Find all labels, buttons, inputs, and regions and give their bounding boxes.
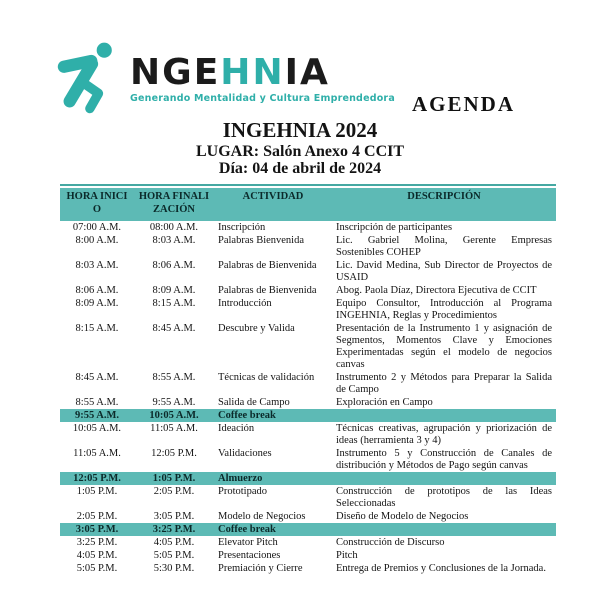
logo <box>56 40 395 118</box>
end-time-cell: 3:25 P.M. <box>134 523 214 536</box>
activity-cell: Coffee break <box>214 523 332 536</box>
table-row <box>60 549 556 562</box>
activity-cell: Premiación y Cierre <box>218 562 303 574</box>
description-cell: Instrumento 5 y Construcción de Canales de distribución y Métodos de Pago según canvas <box>336 447 552 471</box>
logo-letter: E <box>193 52 221 93</box>
column-header-descripcion: DESCRIPCIÓN <box>332 186 556 221</box>
description-cell <box>332 523 556 536</box>
event-title: INGEHNIA 2024 <box>222 118 378 142</box>
table-row <box>60 371 556 396</box>
table-row <box>60 485 556 510</box>
table-row <box>60 284 556 297</box>
end-time-cell: 5:05 P.M. <box>153 549 195 561</box>
table-row <box>60 562 556 575</box>
start-time-cell: 9:55 A.M. <box>60 409 134 422</box>
start-time-cell: 8:15 A.M. <box>75 322 119 334</box>
description-cell: Técnicas creativas, agrupación y priorización de ideas (herramienta 3 y 4) <box>336 422 552 446</box>
end-time-cell: 1:05 P.M. <box>134 472 214 485</box>
agenda-table <box>60 184 556 575</box>
description-cell <box>332 472 556 485</box>
description-cell: Presentación de la Instrumento 1 y asignación de Segmentos, Momentos Clave y Emociones Experimentadas según el modelo de negocios canvas <box>336 322 552 370</box>
table-row <box>60 536 556 549</box>
description-cell: Abog. Paola Díaz, Directora Ejecutiva de CCIT <box>336 284 537 296</box>
table-row <box>60 297 556 322</box>
start-time-cell: 07:00 A.M. <box>72 221 122 233</box>
start-time-cell: 3:25 P.M. <box>76 536 118 548</box>
start-time-cell: 5:05 P.M. <box>76 562 118 574</box>
activity-cell: Presentaciones <box>218 549 281 561</box>
agenda-table-body <box>60 221 556 575</box>
end-time-cell: 2:05 P.M. <box>153 485 195 497</box>
logo-letter: N <box>130 52 163 93</box>
description-cell: Diseño de Modelo de Negocios <box>336 510 469 522</box>
table-row-break <box>60 409 556 422</box>
end-time-cell: 4:05 P.M. <box>153 536 195 548</box>
table-row <box>60 259 556 284</box>
activity-cell: Almuerzo <box>214 472 332 485</box>
start-time-cell: 8:45 A.M. <box>75 371 119 383</box>
start-time-cell: 4:05 P.M. <box>76 549 118 561</box>
table-row <box>60 234 556 259</box>
logo-wordmark <box>130 54 395 92</box>
logo-letter: G <box>162 52 194 93</box>
logo-text-column <box>130 40 395 104</box>
logo-letter: N <box>252 52 285 93</box>
activity-cell: Coffee break <box>214 409 332 422</box>
column-header-hora-inicio: HORA INICIO <box>60 186 134 221</box>
table-row-break <box>60 523 556 536</box>
end-time-cell: 9:55 A.M. <box>152 396 196 408</box>
table-row <box>60 447 556 472</box>
table-row <box>60 396 556 409</box>
title-block <box>0 118 600 177</box>
end-time-cell: 8:06 A.M. <box>152 259 196 271</box>
column-header-hora-finalizacion: HORA FINALIZACIÓN <box>134 186 214 221</box>
activity-cell: Palabras de Bienvenida <box>218 259 317 271</box>
agenda-label: AGENDA <box>412 92 516 116</box>
description-cell: Entrega de Premios y Conclusiones de la Jornada. <box>336 562 546 574</box>
logo-letter: I <box>284 52 300 93</box>
table-row <box>60 322 556 371</box>
description-cell: Construcción de Discurso <box>336 536 445 548</box>
end-time-cell: 11:05 A.M. <box>150 422 198 434</box>
activity-cell: Modelo de Negocios <box>218 510 306 522</box>
event-date: Día: 04 de abril de 2024 <box>218 160 382 177</box>
column-header-actividad: ACTIVIDAD <box>214 186 332 221</box>
running-person-icon <box>56 40 128 118</box>
activity-cell: Inscripción <box>218 221 266 233</box>
end-time-cell: 12:05 P.M. <box>151 447 197 459</box>
activity-cell: Prototipado <box>218 485 267 497</box>
activity-cell: Salida de Campo <box>218 396 290 408</box>
start-time-cell: 8:03 A.M. <box>75 259 119 271</box>
end-time-cell: 8:45 A.M. <box>152 322 196 334</box>
end-time-cell: 8:15 A.M. <box>152 297 196 309</box>
header-row <box>60 186 556 221</box>
description-cell: Instrumento 2 y Métodos para Preparar la Salida de Campo <box>336 371 552 395</box>
activity-cell: Palabras de Bienvenida <box>218 284 317 296</box>
end-time-cell: 10:05 A.M. <box>134 409 214 422</box>
description-cell <box>332 409 556 422</box>
activity-cell: Elevator Pitch <box>218 536 278 548</box>
start-time-cell: 10:05 A.M. <box>72 422 122 434</box>
agenda-table-header <box>60 186 556 221</box>
logo-tagline: Generando Mentalidad y Cultura Emprendedora <box>130 93 395 104</box>
description-cell: Pitch <box>336 549 358 561</box>
start-time-cell: 2:05 P.M. <box>76 510 118 522</box>
start-time-cell: 8:06 A.M. <box>75 284 119 296</box>
table-row <box>60 221 556 234</box>
end-time-cell: 8:09 A.M. <box>152 284 196 296</box>
start-time-cell: 1:05 P.M. <box>76 485 118 497</box>
description-cell: Lic. David Medina, Sub Director de Proyectos de USAID <box>336 259 552 283</box>
start-time-cell: 11:05 A.M. <box>73 447 121 459</box>
description-cell: Lic. Gabriel Molina, Gerente Empresas Sostenibles COHEP <box>336 234 552 258</box>
description-cell: Exploración en Campo <box>336 396 433 408</box>
activity-cell: Descubre y Valida <box>218 322 295 334</box>
end-time-cell: 5:30 P.M. <box>153 562 195 574</box>
activity-cell: Técnicas de validación <box>218 371 315 383</box>
start-time-cell: 12:05 P.M. <box>60 472 134 485</box>
end-time-cell: 3:05 P.M. <box>153 510 195 522</box>
activity-cell: Validaciones <box>218 447 272 459</box>
description-cell: Equipo Consultor, Introducción al Programa INGEHNIA, Reglas y Procedimientos <box>336 297 552 321</box>
activity-cell: Ideación <box>218 422 255 434</box>
activity-cell: Palabras Bienvenida <box>218 234 305 246</box>
start-time-cell: 8:55 A.M. <box>75 396 119 408</box>
start-time-cell: 3:05 P.M. <box>60 523 134 536</box>
logo-letter: H <box>220 52 253 93</box>
description-cell: Construcción de prototipos de las Ideas Seleccionadas <box>336 485 552 509</box>
logo-letter: A <box>299 52 330 93</box>
table-row <box>60 422 556 447</box>
end-time-cell: 8:03 A.M. <box>152 234 196 246</box>
end-time-cell: 08:00 A.M. <box>149 221 199 233</box>
table-row-break <box>60 472 556 485</box>
end-time-cell: 8:55 A.M. <box>152 371 196 383</box>
description-cell: Inscripción de participantes <box>336 221 453 233</box>
table-row <box>60 510 556 523</box>
start-time-cell: 8:09 A.M. <box>75 297 119 309</box>
activity-cell: Introducción <box>218 297 272 309</box>
event-location: LUGAR: Salón Anexo 4 CCIT <box>195 143 405 160</box>
start-time-cell: 8:00 A.M. <box>75 234 119 246</box>
